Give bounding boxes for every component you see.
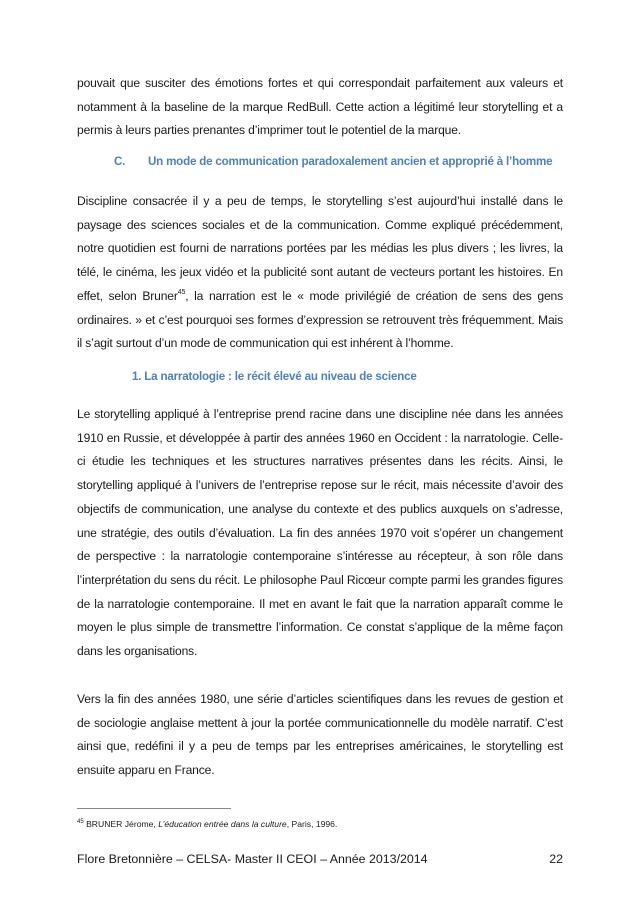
footnote-divider xyxy=(77,808,231,809)
subsection-heading-1: 1. La narratologie : le récit élevé au niveau de science xyxy=(132,370,417,383)
paragraph-redbull: pouvait que susciter des émotions fortes et qui correspondait parfaitement aux valeurs et notamment à la baseline de la marque RedBull. Cette action a légitimé leur storytelling et a permis à leurs parties prenantes d’imprimer tout le potentiel de la marque. xyxy=(77,76,563,138)
footer-text: Flore Bretonnière – CELSA- Master II CEOI – Année 2013/2014 xyxy=(77,852,428,866)
section-title-c: Un mode de communication paradoxalement ancien et approprié à l’homme xyxy=(148,155,553,168)
footnote-number: 45 xyxy=(77,819,84,825)
paragraph-discipline-start: Discipline consacrée il y a peu de temps, le storytelling s’est aujourd’hui installé dans le paysage des sciences sociales et de la communication. Comme expliqué précédemment, notre quotidien est fourni de narrations portées par les médias les plus divers ; les livres, la télé, le cinéma, les jeux vidéo et la publicité sont autant de vecteurs portant les histoires. En effet, selon Bruner xyxy=(77,194,563,303)
footnote-rest: , Paris, 1996. xyxy=(286,819,338,829)
paragraph-history: Vers la fin des années 1980, une série d’articles scientifiques dans les revues de gestion et de sociologie anglaise mettent à jour la portée communicationnelle du modèle narratif. C’est ainsi que, redéfini il y a peu de temps par les entreprises américaines, le storytelling est ensuite apparu en France. xyxy=(77,692,563,778)
page-footer xyxy=(77,851,563,867)
footnote-author: BRUNER Jérome, xyxy=(86,819,159,829)
section-label-c: C. xyxy=(114,155,126,168)
paragraph-discipline xyxy=(77,190,563,356)
footnote-book-title: L’éducation entrée dans la culture xyxy=(158,819,287,829)
paragraph-narratologie: Le storytelling appliqué à l’entreprise prend racine dans une discipline née dans les années 1910 en Russie, et développée à partir des années 1960 en Occident : la narratologie. Celle-ci étudie les techniques et les structures narratives présentes dans les récits. Ainsi, le storytelling appliqué à l’univers de l’entreprise repose sur le récit, mais nécessite d’avoir des objectifs de communication, une analyse du contexte et des publics auxquels on s’adresse, une stratégie, des outils d’évaluation. La fin des années 1970 voit s’opérer un changement de perspective : la narratologie contemporaine s’intéresse au récepteur, à son rôle dans l’interprétation du sens du récit. Le philosophe Paul Ricœur compte parmi les grandes figures de la narratologie contemporaine. Il met en avant le fait que la narration apparaît comme le moyen le plus simple de transmettre l’information. Ce constat s’applique de la même façon dans les organisations. xyxy=(77,407,563,659)
footnote xyxy=(77,818,557,830)
section-heading-c xyxy=(114,154,574,170)
footnote-reference[interactable]: 45 xyxy=(177,288,186,296)
page-number: 22 xyxy=(549,852,563,866)
paragraph-discipline-end: , la narration est le « mode privilégié de création de sens des gens ordinaires. » et c’est pourquoi ses formes d’expression se retrouvent très fréquemment. Mais il s’agit surtout d’un mode de communication qui est inhérent à l’homme. xyxy=(77,288,563,351)
